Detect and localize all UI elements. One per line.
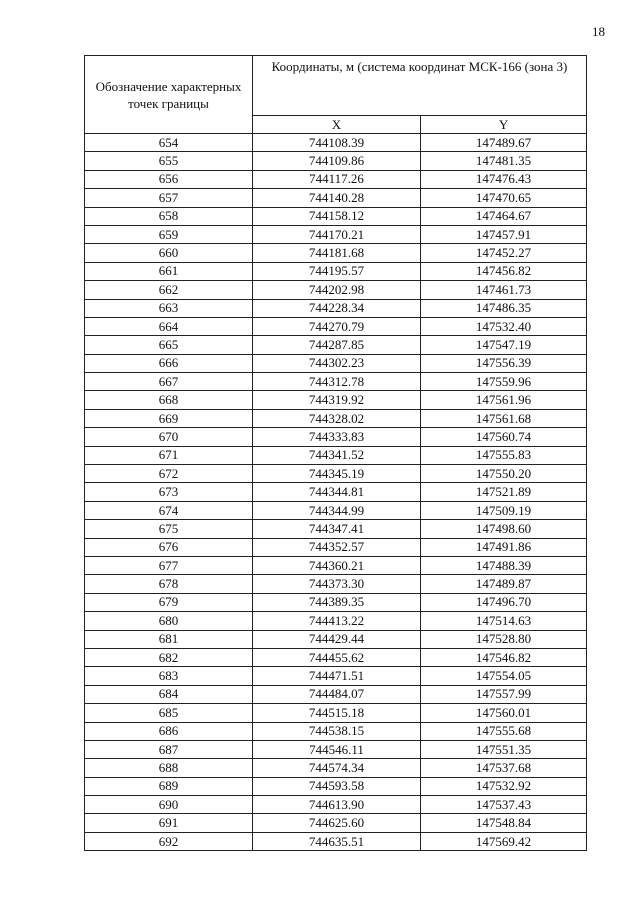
y-coordinate-cell: 147461.73 (421, 281, 587, 299)
y-coordinate-cell: 147464.67 (421, 207, 587, 225)
y-coordinate-cell: 147496.70 (421, 593, 587, 611)
y-coordinate-cell: 147550.20 (421, 465, 587, 483)
table-row (85, 704, 587, 722)
x-coordinate-cell: 744344.81 (253, 483, 421, 501)
y-coordinate-cell: 147560.01 (421, 704, 587, 722)
coordinates-table (84, 55, 587, 851)
y-coordinate-cell: 147457.91 (421, 225, 587, 243)
x-coordinate-cell: 744170.21 (253, 225, 421, 243)
y-coordinate-cell: 147489.67 (421, 134, 587, 152)
x-coordinate-cell: 744344.99 (253, 501, 421, 519)
x-coordinate-cell: 744484.07 (253, 685, 421, 703)
x-coordinate-cell: 744352.57 (253, 538, 421, 556)
table-row (85, 446, 587, 464)
point-id-cell: 665 (85, 336, 253, 354)
point-id-cell: 688 (85, 759, 253, 777)
y-coordinate-cell: 147537.68 (421, 759, 587, 777)
coordinates-header: Координаты, м (система координат МСК-166 (зона 3) (253, 56, 587, 116)
x-coordinate-cell: 744333.83 (253, 428, 421, 446)
point-id-cell: 655 (85, 152, 253, 170)
y-coordinate-cell: 147537.43 (421, 796, 587, 814)
point-id-cell: 680 (85, 612, 253, 630)
point-id-cell: 691 (85, 814, 253, 832)
table-row (85, 354, 587, 372)
y-coordinate-cell: 147556.39 (421, 354, 587, 372)
table-row (85, 391, 587, 409)
table-row (85, 612, 587, 630)
x-coordinate-cell: 744515.18 (253, 704, 421, 722)
point-id-cell: 666 (85, 354, 253, 372)
table-row (85, 520, 587, 538)
y-coordinate-cell: 147514.63 (421, 612, 587, 630)
y-coordinate-cell: 147559.96 (421, 373, 587, 391)
point-id-cell: 658 (85, 207, 253, 225)
x-coordinate-cell: 744345.19 (253, 465, 421, 483)
y-coordinate-cell: 147528.80 (421, 630, 587, 648)
table-row (85, 373, 587, 391)
point-id-cell: 668 (85, 391, 253, 409)
table-row (85, 740, 587, 758)
x-coordinate-cell: 744389.35 (253, 593, 421, 611)
x-coordinate-cell: 744140.28 (253, 189, 421, 207)
table-row (85, 832, 587, 850)
table-row (85, 299, 587, 317)
point-id-cell: 685 (85, 704, 253, 722)
y-coordinate-cell: 147548.84 (421, 814, 587, 832)
table-row (85, 593, 587, 611)
x-coordinate-cell: 744574.34 (253, 759, 421, 777)
table-row (85, 189, 587, 207)
x-coordinate-cell: 744319.92 (253, 391, 421, 409)
table-row (85, 262, 587, 280)
x-coordinate-cell: 744158.12 (253, 207, 421, 225)
y-coordinate-cell: 147489.87 (421, 575, 587, 593)
table-row (85, 483, 587, 501)
point-id-cell: 660 (85, 244, 253, 262)
x-coordinate-cell: 744613.90 (253, 796, 421, 814)
y-coordinate-cell: 147551.35 (421, 740, 587, 758)
x-coordinate-cell: 744228.34 (253, 299, 421, 317)
x-coordinate-cell: 744471.51 (253, 667, 421, 685)
table-row (85, 759, 587, 777)
y-coordinate-cell: 147532.40 (421, 317, 587, 335)
y-coordinate-cell: 147491.86 (421, 538, 587, 556)
table-row (85, 556, 587, 574)
point-id-cell: 678 (85, 575, 253, 593)
y-column-header: Y (421, 116, 587, 134)
y-coordinate-cell: 147498.60 (421, 520, 587, 538)
x-coordinate-cell: 744328.02 (253, 409, 421, 427)
y-coordinate-cell: 147554.05 (421, 667, 587, 685)
y-coordinate-cell: 147486.35 (421, 299, 587, 317)
table-row (85, 409, 587, 427)
x-coordinate-cell: 744360.21 (253, 556, 421, 574)
table-row (85, 244, 587, 262)
point-id-cell: 673 (85, 483, 253, 501)
y-coordinate-cell: 147557.99 (421, 685, 587, 703)
table-row (85, 538, 587, 556)
point-id-cell: 659 (85, 225, 253, 243)
point-id-cell: 662 (85, 281, 253, 299)
point-id-cell: 664 (85, 317, 253, 335)
table-row (85, 152, 587, 170)
coordinates-table-body (85, 134, 587, 851)
x-coordinate-cell: 744302.23 (253, 354, 421, 372)
x-coordinate-cell: 744341.52 (253, 446, 421, 464)
y-coordinate-cell: 147561.68 (421, 409, 587, 427)
point-id-cell: 667 (85, 373, 253, 391)
y-coordinate-cell: 147555.68 (421, 722, 587, 740)
table-row (85, 501, 587, 519)
x-coordinate-cell: 744347.41 (253, 520, 421, 538)
table-row (85, 317, 587, 335)
point-id-cell: 679 (85, 593, 253, 611)
y-coordinate-cell: 147521.89 (421, 483, 587, 501)
y-coordinate-cell: 147569.42 (421, 832, 587, 850)
point-id-cell: 687 (85, 740, 253, 758)
point-id-cell: 682 (85, 648, 253, 666)
x-coordinate-cell: 744181.68 (253, 244, 421, 262)
page-number: 18 (592, 24, 605, 39)
y-coordinate-cell: 147470.65 (421, 189, 587, 207)
table-row (85, 630, 587, 648)
x-coordinate-cell: 744108.39 (253, 134, 421, 152)
table-row (85, 777, 587, 795)
y-coordinate-cell: 147488.39 (421, 556, 587, 574)
point-designation-header: Обозначение характерных точек границы (85, 56, 253, 134)
y-coordinate-cell: 147561.96 (421, 391, 587, 409)
x-coordinate-cell: 744287.85 (253, 336, 421, 354)
table-row (85, 648, 587, 666)
y-coordinate-cell: 147509.19 (421, 501, 587, 519)
point-id-cell: 657 (85, 189, 253, 207)
table-row (85, 428, 587, 446)
y-coordinate-cell: 147560.74 (421, 428, 587, 446)
table-row (85, 134, 587, 152)
point-id-cell: 677 (85, 556, 253, 574)
point-id-cell: 686 (85, 722, 253, 740)
table-row (85, 336, 587, 354)
point-id-cell: 671 (85, 446, 253, 464)
point-id-cell: 663 (85, 299, 253, 317)
x-coordinate-cell: 744270.79 (253, 317, 421, 335)
x-coordinate-cell: 744312.78 (253, 373, 421, 391)
x-coordinate-cell: 744538.15 (253, 722, 421, 740)
point-id-cell: 675 (85, 520, 253, 538)
y-coordinate-cell: 147456.82 (421, 262, 587, 280)
x-coordinate-cell: 744202.98 (253, 281, 421, 299)
table-row (85, 685, 587, 703)
point-id-cell: 690 (85, 796, 253, 814)
table-row (85, 575, 587, 593)
y-coordinate-cell: 147532.92 (421, 777, 587, 795)
table-row (85, 814, 587, 832)
point-id-cell: 670 (85, 428, 253, 446)
y-coordinate-cell: 147555.83 (421, 446, 587, 464)
point-id-cell: 681 (85, 630, 253, 648)
x-coordinate-cell: 744635.51 (253, 832, 421, 850)
point-id-cell: 661 (85, 262, 253, 280)
x-coordinate-cell: 744429.44 (253, 630, 421, 648)
x-coordinate-cell: 744109.86 (253, 152, 421, 170)
table-row (85, 225, 587, 243)
point-id-cell: 683 (85, 667, 253, 685)
x-column-header: X (253, 116, 421, 134)
point-id-cell: 676 (85, 538, 253, 556)
x-coordinate-cell: 744455.62 (253, 648, 421, 666)
x-coordinate-cell: 744546.11 (253, 740, 421, 758)
table-row (85, 207, 587, 225)
table-row (85, 667, 587, 685)
point-id-cell: 672 (85, 465, 253, 483)
x-coordinate-cell: 744373.30 (253, 575, 421, 593)
point-id-cell: 656 (85, 170, 253, 188)
y-coordinate-cell: 147546.82 (421, 648, 587, 666)
y-coordinate-cell: 147481.35 (421, 152, 587, 170)
point-id-cell: 689 (85, 777, 253, 795)
point-id-cell: 692 (85, 832, 253, 850)
x-coordinate-cell: 744413.22 (253, 612, 421, 630)
y-coordinate-cell: 147547.19 (421, 336, 587, 354)
x-coordinate-cell: 744625.60 (253, 814, 421, 832)
x-coordinate-cell: 744117.26 (253, 170, 421, 188)
table-row (85, 722, 587, 740)
point-id-cell: 669 (85, 409, 253, 427)
y-coordinate-cell: 147452.27 (421, 244, 587, 262)
x-coordinate-cell: 744195.57 (253, 262, 421, 280)
point-id-cell: 674 (85, 501, 253, 519)
table-row (85, 170, 587, 188)
point-id-cell: 654 (85, 134, 253, 152)
table-row (85, 465, 587, 483)
point-id-cell: 684 (85, 685, 253, 703)
y-coordinate-cell: 147476.43 (421, 170, 587, 188)
table-row (85, 281, 587, 299)
table-row (85, 796, 587, 814)
x-coordinate-cell: 744593.58 (253, 777, 421, 795)
